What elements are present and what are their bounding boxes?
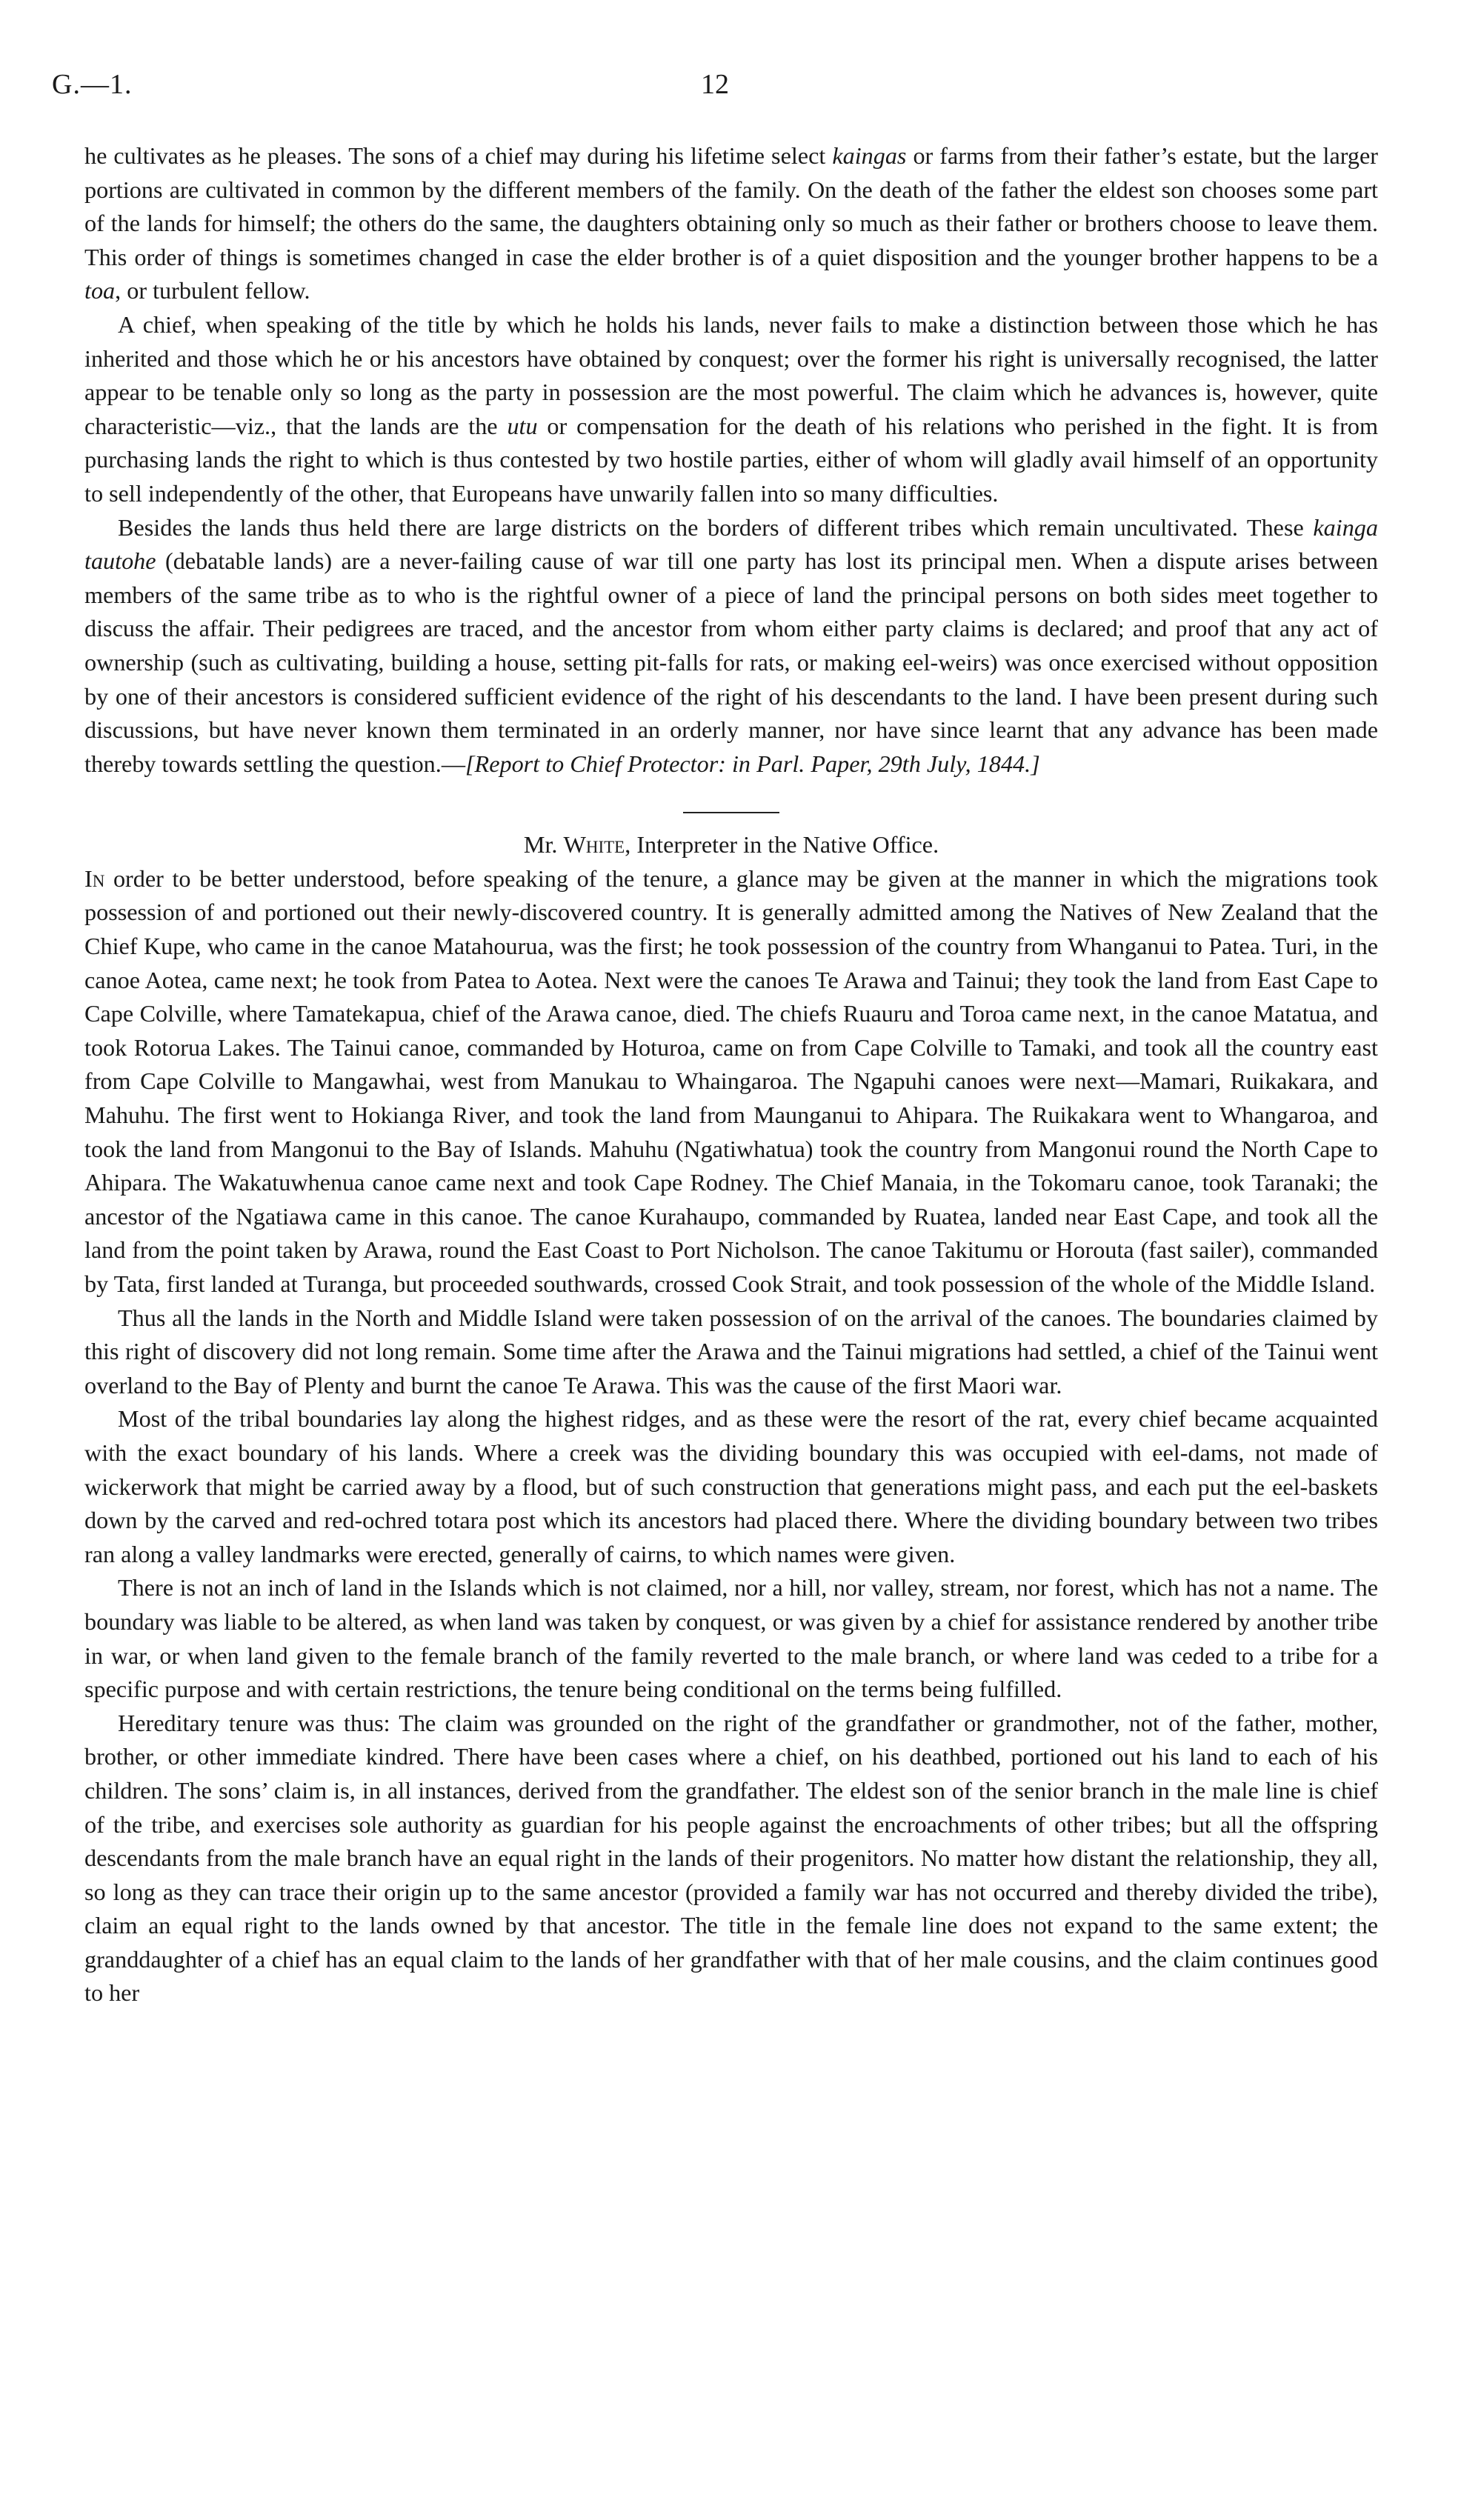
paragraph: Thus all the lands in the North and Middle Island were taken possession of on the arrival of the canoes. The boundaries claimed by this right of discovery did not long remain. Some time after the Arawa and the Tainui migrations had settled, a chief of the Tainui went overland to the Bay of Plenty and burnt the canoe Te Arawa. This was the cause of the first Maori war. [84, 1304, 1378, 1399]
text-run: Besides the lands thus held there are large districts on the borders of different tribes which remain uncultivated. These [118, 513, 1314, 541]
paragraph: There is not an inch of land in the Islands which is not claimed, nor a hill, nor valley, stream, nor forest, which has not a name. The boundary was liable to be altered, as when land was taken by conquest, or was given by a chief for assistance rendered by another tribe in war, or when land given to the female branch of the family reverted to the male branch, or where land was ceded to a tribe for a specific purpose and with certain restrictions, the tenure being conditional on the terms being fulfilled. [84, 1574, 1378, 1703]
text-run: , or turbulent fellow. [115, 277, 310, 304]
document-reference: G.—1. [52, 69, 133, 100]
paragraph: Most of the tribal boundaries lay along the highest ridges, and as these were the resort of the rat, every chief became acquainted with the exact boundary of his lands. Where a creek was the dividing boundary this was occupied with eel-dams, not made of wickerwork that might be carried away by a flood, but of such construction that generations might pass, and each put the eel-baskets down by the carved and red-ochred totara post which its ancestors had placed there. Where the dividing boundary between two tribes ran along a valley landmarks were erected, generally of cairns, to which names were given. [84, 1405, 1378, 1567]
section-divider [683, 812, 779, 813]
heading-name: White [563, 831, 625, 859]
paragraph [84, 511, 1378, 781]
paragraph: Hereditary tenure was thus: The claim was grounded on the right of the grandfather or grandmother, not of the father, mother, brother, or other immediate kindred. There have been cases where a chief, on his deathbed, portioned out his land to each of his children. The sons’ claim is, in all instances, derived from the grandfather. The eldest son of the senior branch in the male line is chief of the tribe, and exercises sole authority as guardian for his people against the encroachments of other tribes; but all the offspring descendants from the male branch have an equal right in the lands of their progenitors. No matter how distant the relationship, they all, so long as they can trace their origin up to the same ancestor (provided a family war has not occurred and thereby divided the tribe), claim an equal right to the lands owned by that ancestor. The title in the female line does not expand to the same extent; the granddaughter of a chief has an equal claim to the lands of her grandfather with that of her male cousins, and the claim continues good to her [84, 1709, 1378, 2007]
heading-prefix: Mr. [523, 831, 564, 859]
heading-rest: , Interpreter in the Native Office. [625, 831, 939, 859]
text-run: or farms from their father’s estate, but the larger portions are cultivated in common by the different members of the family. On the death of the father the eldest son chooses some part of the lands for himself; the others do the same, the daughters obtaining only so much as their father or brothers choose to leave them. This order of things is sometimes changed in case the elder brother is of a quiet disposition and the younger brother happens to be a [84, 142, 1378, 270]
section-heading [84, 828, 1378, 862]
paragraph [84, 308, 1378, 511]
text-run: (debatable lands) are a never-failing cause of war till one party has lost its principal men. When a dispute arises between members of the same tribe as to who is the rightful owner of a piece of land the principal persons on both sides meet together to discuss the affair. Their pedigrees are traced, and the ancestor from whom either party claims is declared; and proof that any act of ownership (such as cultivating, building a house, setting pit-falls for rats, or making eel-weirs) was once exercised without opposition by one of their ancestors is considered sufficient evidence of the right of his descendants to the land. I have been present during such discussions, but have never known them terminated in an orderly manner, nor have since learnt that any advance has been made thereby towards settling the question.— [84, 547, 1378, 777]
text-run: he cultivates as he pleases. The sons of a chief may during his lifetime select [84, 142, 833, 169]
maori-term: utu [507, 412, 538, 439]
page-body [84, 139, 1378, 2010]
maori-term: kainga tautohe [84, 513, 1378, 575]
page-header [52, 68, 1378, 113]
paragraph-continuation [84, 139, 1378, 308]
maori-term: kaingas [832, 142, 907, 169]
citation: [Report to Chief Protector: in Parl. Paper, 29th July, 1844.] [465, 750, 1040, 777]
text-run: order to be better understood, before speaking of the tenure, a glance may be given at the manner in which the migrations took possession of and portioned out their newly-discovered country. It is generally admitted among the Natives of New Zealand that the Chief Kupe, who came in the canoe Matahourua, was the first; he took possession of the country from Whanganui to Patea. Turi, in the canoe Aotea, came next; he took from Patea to Aotea. Next were the canoes Te Arawa and Tainui; they took the land from East Cape to Cape Colville, where Tamatekapua, chief of the Arawa canoe, died. The chiefs Ruauru and Toroa came next, in the canoe Matatua, and took Rotorua Lakes. The Tainui canoe, commanded by Hoturoa, came on from Cape Colville to Tamaki, and took all the country east from Cape Colville to Mangawhai, west from Manukau to Whaingaroa. The Ngapuhi canoes were next—Mamari, Ruikakara, and Mahuhu. The first went to Hokianga River, and took the land from Maunganui to Ahipara. The Ruikakara went to Whangaroa, and took the land from Mangonui to the Bay of Islands. Mahuhu (Ngatiwhatua) took the country from Mangonui round the North Cape to Ahipara. The Wakatuwhenua canoe came next and took Cape Rodney. The Chief Manaia, in the Tokomaru canoe, took Taranaki; the ancestor of the Ngatiawa came in this canoe. The canoe Kurahaupo, commanded by Ruatea, landed near East Cape, and took all the land from the point taken by Arawa, round the East Coast to Port Nicholson. The canoe Takitumu or Horouta (fast sailer), commanded by Tata, first landed at Turanga, but proceeded southwards, crossed Cook Strait, and took possession of the whole of the Middle Island. [84, 864, 1378, 1297]
opening-word: In [84, 864, 105, 892]
maori-term: toa [84, 277, 116, 304]
text-run: A chief, when speaking of the title by which he holds his lands, never fails to make a distinction between those which he has inherited and those which he or his ancestors have obtained by conquest; over the former his right is universally recognised, the latter appear to be tenable only so long as the party in possession are the most powerful. The claim which he advances is, however, quite characteristic—viz., that the lands are the [84, 310, 1378, 439]
page-number: 12 [701, 69, 729, 100]
paragraph [84, 862, 1378, 1301]
text-run: or compensation for the death of his relations who perished in the fight. It is from purchasing lands the right to which is thus contested by two hostile parties, either of whom will gladly avail himself of an opportunity to sell independently of the other, that Europeans have unwarily fallen into so many difficulties. [84, 412, 1378, 507]
